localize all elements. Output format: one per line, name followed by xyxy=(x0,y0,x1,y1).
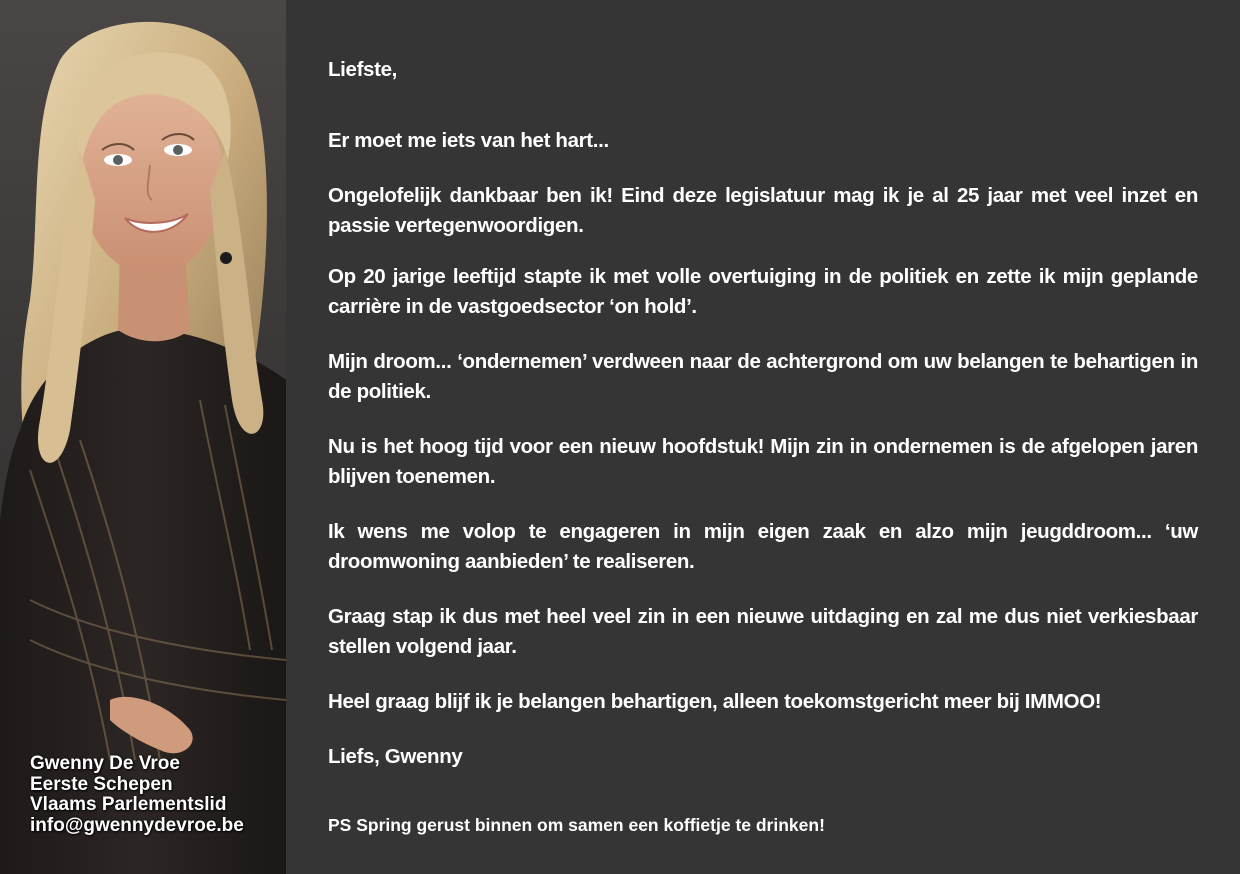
signature-title: Vlaams Parlementslid xyxy=(30,794,227,815)
signature-block xyxy=(30,754,244,836)
letter-paragraph: Graag stap ik dus met heel veel zin in een nieuwe uitdaging en zal me dus niet verkiesbaar stellen volgend jaar. xyxy=(328,605,1198,658)
letter-postscript: PS Spring gerust binnen om samen een koffietje te drinken! xyxy=(328,815,825,835)
signature-email: info@gwennydevroe.be xyxy=(30,814,244,836)
letter-paragraph: Er moet me iets van het hart... xyxy=(328,129,609,152)
letter-paragraph: Ik wens me volop te engageren in mijn eigen zaak en alzo mijn jeugddroom... ‘uw droomwoning aanbieden’ te realiseren. xyxy=(328,520,1198,573)
portrait-photo xyxy=(0,0,286,874)
signature-name: Gwenny De Vroe xyxy=(30,753,180,774)
letter-paragraph: Heel graag blijf ik je belangen behartigen, alleen toekomstgericht meer bij IMMOO! xyxy=(328,690,1102,713)
letter-paragraph: Op 20 jarige leeftijd stapte ik met volle overtuiging in de politiek en zette ik mijn geplande carrière in de vastgoedsector ‘on hold’. xyxy=(328,265,1198,318)
letter-closing: Liefs, Gwenny xyxy=(328,745,463,768)
portrait-illustration xyxy=(0,0,286,874)
letter-greeting: Liefste, xyxy=(328,58,397,81)
letter-paragraph: Nu is het hoog tijd voor een nieuw hoofdstuk! Mijn zin in ondernemen is de afgelopen jaren blijven toenemen. xyxy=(328,435,1198,488)
signature-role: Eerste Schepen xyxy=(30,773,173,795)
letter-paragraph: Ongelofelijk dankbaar ben ik! Eind deze legislatuur mag ik je al 25 jaar met veel inzet en passie vertegenwoordigen. xyxy=(328,184,1198,237)
letter-paragraph: Mijn droom... ‘ondernemen’ verdween naar de achtergrond om uw belangen te behartigen in de politiek. xyxy=(328,350,1198,403)
